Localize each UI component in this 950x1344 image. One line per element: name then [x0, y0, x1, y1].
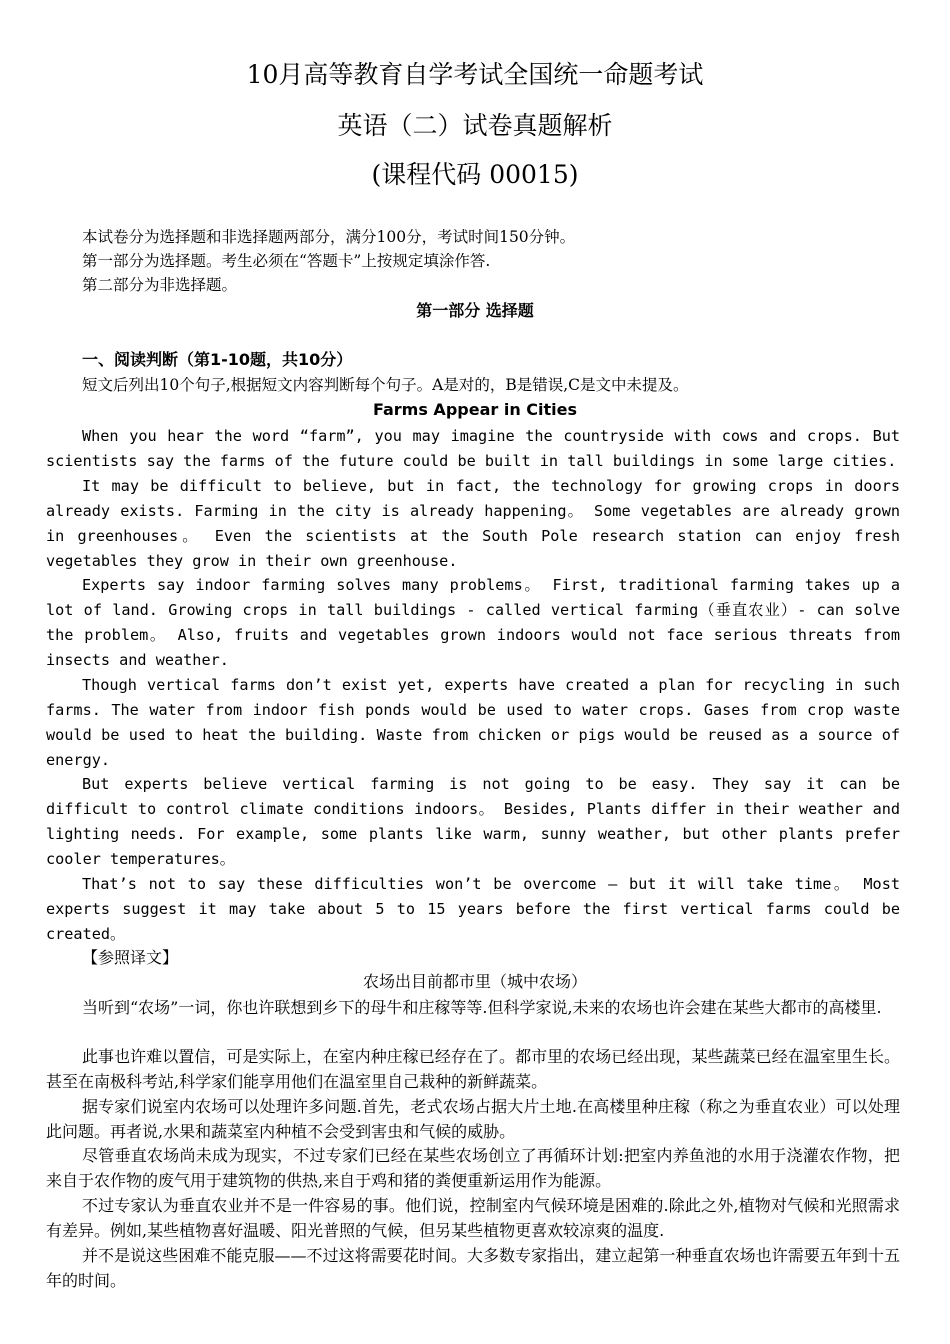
translation-title: 农场出目前都市里（城中农场）	[362, 972, 587, 991]
translation-paragraph-2: 此事也许难以置信，可是实际上，在室内种庄稼已经存在了。都市里的农场已经出现，某些蔬菜已经在温室里生长。甚至在南极科考站,科学家们能享用他们在温室里自己栽种的新鲜蔬菜。	[46, 1047, 900, 1091]
intro-line-2: 第一部分为选择题。考生必须在“答题卡”上按规定填涂作答.	[82, 252, 491, 270]
course-code: (课程代码 00015)	[371, 160, 579, 189]
translation-paragraph-5: 不过专家认为垂直农业并不是一件容易的事。他们说，控制室内气候环境是困难的.除此之外,植物对气候和光照需求有差异。例如,某些植物喜好温暖、阳光普照的气候，但另某些植物更喜欢较凉爽的温度.	[46, 1196, 900, 1240]
part-heading: 第一部分 选择题	[416, 301, 534, 320]
passage-paragraph-6: That’s not to say these difficulties won’t be overcome — but it will take time。 Most experts suggest it may take about 5 to 15 years before the first vertical farms could be created。	[46, 875, 900, 943]
translation-paragraph-3: 据专家们说室内农场可以处理许多问题.首先，老式农场占据大片土地.在高楼里种庄稼（称之为垂直农业）可以处理此问题。再者说,水果和蔬菜室内种植不会受到害虫和气候的威胁。	[46, 1097, 900, 1141]
passage-paragraph-5: But experts believe vertical farming is not going to be easy. They say it can be difficult to control climate conditions indoors。 Besides, Plants differ in their weather and lighting needs. For example, some plants like warm, sunny weather, but other plants prefer cooler temperatures。	[46, 775, 900, 868]
intro-line-1: 本试卷分为选择题和非选择题两部分，满分100分，考试时间150分钟。	[82, 228, 576, 246]
translation-paragraph-4: 尽管垂直农场尚未成为现实，不过专家们已经在某些农场创立了再循环计划:把室内养鱼池的水用于浇灌农作物，把来自于农作物的废气用于建筑物的供热,来自于鸡和猪的粪便重新运用作为能源。	[46, 1146, 900, 1190]
passage-paragraph-4: Though vertical farms don’t exist yet, experts have created a plan for recycling in such farms. The water from indoor fish ponds would be used to water crops. Gases from crop waste would be used to heat the building. Waste from chicken or pigs would be reused as a source of energy.	[46, 676, 900, 769]
exam-title: 10月高等教育自学考试全国统一命题考试	[246, 60, 704, 89]
passage-title: Farms Appear in Cities	[372, 400, 578, 419]
translation-paragraph-1: 当听到“农场”一词，你也许联想到乡下的母牛和庄稼等等.但科学家说,未来的农场也许会建在某些大都市的高楼里.	[82, 998, 882, 1017]
passage-paragraph-1: When you hear the word “farm”, you may imagine the countryside with cows and crops. But scientists say the farms of the future could be built in tall buildings in some large cities.	[46, 427, 900, 470]
translation-paragraph-6: 并不是说这些困难不能克服——不过这将需要花时间。大多数专家指出，建立起第一种垂直农场也许需要五年到十五年的时间。	[46, 1246, 900, 1290]
passage-paragraph-3: Experts say indoor farming solves many problems。 First, traditional farming takes up a lot of land. Growing crops in tall buildings - called vertical farming（垂直农业）- can solve the problem。 Also, fruits and vegetables grown indoors would not face serious threats from insects and weather.	[46, 576, 900, 669]
passage-paragraph-2: It may be difficult to believe, but in fact, the technology for growing crops in doors already exists. Farming in the city is already happening。 Some vegetables are already grown in greenhouses。 Even the scientists at the South Pole research station can enjoy fresh vegetables they grow in their own greenhouse.	[46, 477, 900, 570]
translation-label: 【参照译文】	[82, 948, 179, 967]
section-instruction: 短文后列出10个句子,根据短文内容判断每个句子。A是对的，B是错误,C是文中未提及。	[82, 376, 689, 394]
section-heading: 一、阅读判断（第1-10题，共10分）	[82, 350, 353, 369]
intro-line-3: 第二部分为非选择题。	[82, 276, 238, 294]
exam-subtitle: 英语（二）试卷真题解析	[337, 111, 613, 140]
